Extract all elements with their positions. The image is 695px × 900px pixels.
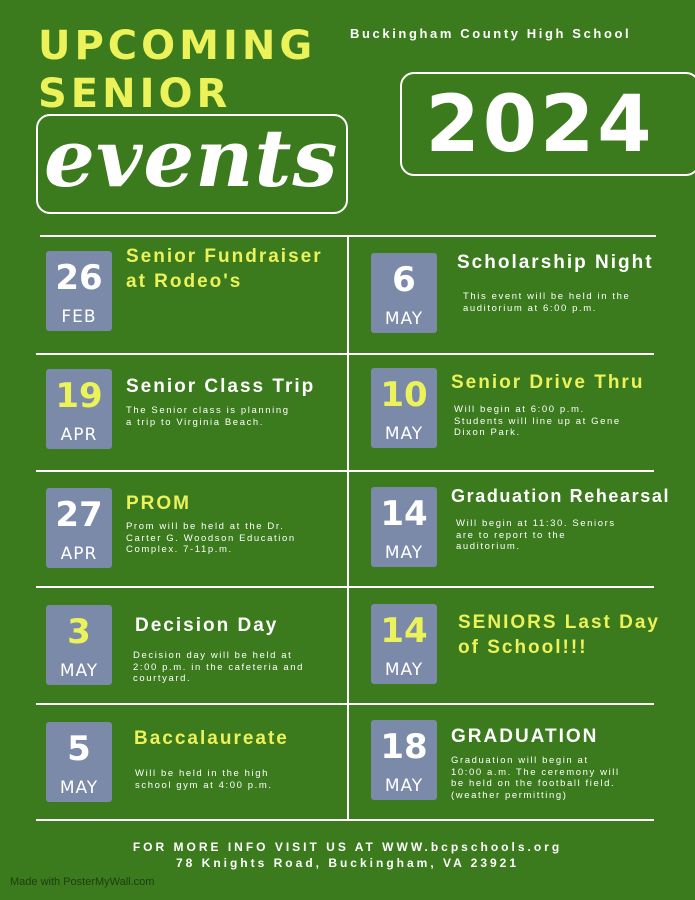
event-month: MAY [384, 543, 424, 563]
event-description-line: Students will line up at Gene [454, 415, 621, 427]
event-description [133, 650, 304, 685]
event-description-line: auditorium. [456, 541, 521, 552]
footer-info: FOR MORE INFO VISIT US AT WWW.bcpschools.org [132, 840, 563, 854]
event-description-line: school gym at 4:00 p.m. [135, 779, 273, 791]
year: 2024 [425, 80, 655, 170]
event-description-line: are to report to the [456, 529, 567, 541]
event-description-line: 2:00 p.m. in the cafeteria and [133, 661, 305, 673]
event-description-line: This event will be held in the [463, 291, 631, 302]
event-date-box [46, 605, 112, 685]
event-description-line: a trip to Virginia Beach. [126, 416, 265, 428]
event-description-line: Prom will be held at the Dr. [126, 521, 285, 532]
event-day: 10 [380, 375, 428, 415]
event-month: MAY [59, 661, 99, 681]
title-events-script: events [44, 111, 339, 205]
event-date-box [371, 604, 437, 684]
event-day: 14 [380, 494, 428, 534]
event-description [456, 518, 616, 553]
event-description-line: Will begin at 6:00 p.m. [454, 404, 585, 415]
event-day: 26 [55, 258, 103, 298]
event-description [126, 405, 290, 428]
event-title: GRADUATION [451, 726, 599, 747]
event-title: Senior Drive Thru [451, 372, 645, 393]
event-description-line: Carter G. Woodson Education [126, 532, 296, 544]
event-month: MAY [384, 309, 424, 329]
event-description [451, 755, 620, 801]
event-day: 14 [380, 611, 428, 651]
event-title: Graduation Rehearsal [451, 486, 671, 506]
event-date-box [371, 253, 437, 333]
event-month: MAY [384, 660, 424, 680]
event-day: 19 [55, 376, 103, 416]
grid-line-2 [36, 470, 654, 472]
event-title [126, 244, 323, 294]
event-description-line: Complex. 7-11p.m. [126, 544, 233, 555]
event-date-box [46, 488, 112, 568]
grid-line-4 [36, 703, 654, 705]
event-month: MAY [384, 776, 424, 796]
event-day: 18 [380, 727, 428, 767]
event-description-line: Will be held in the high [135, 768, 269, 779]
event-description-line: Graduation will begin at [451, 755, 589, 766]
event-description-line: Decision day will be held at [133, 650, 293, 661]
event-description-line: courtyard. [133, 673, 192, 684]
event-day: 27 [55, 495, 103, 535]
grid-line-3 [36, 586, 654, 588]
event-description-line: auditorium at 6:00 p.m. [463, 302, 597, 314]
title-senior: SENIOR [38, 71, 232, 117]
event-title-line: at Rodeo's [126, 271, 243, 292]
event-description-line: Dixon Park. [454, 427, 521, 438]
event-description [463, 291, 630, 314]
grid-line-bottom [36, 819, 654, 821]
event-month: APR [60, 544, 98, 564]
event-date-box [371, 487, 437, 567]
grid-divider-vertical [347, 236, 349, 820]
event-title: Decision Day [135, 615, 279, 636]
event-month: MAY [59, 778, 99, 798]
event-description-line: 10:00 a.m. The ceremony will [451, 766, 620, 778]
event-day: 6 [392, 260, 416, 300]
event-date-box [371, 368, 437, 448]
event-date-box [46, 251, 112, 331]
event-title: PROM [126, 493, 191, 514]
event-description [454, 404, 621, 439]
title-upcoming: UPCOMING [38, 23, 317, 69]
event-title-line: Senior Fundraiser [126, 246, 323, 267]
grid-line-1 [36, 353, 654, 355]
event-description-line: Will begin at 11:30. Seniors [456, 518, 616, 529]
event-month: APR [60, 425, 98, 445]
event-description-line: be held on the football field. [451, 778, 616, 789]
event-description [135, 768, 273, 791]
event-date-box [46, 722, 112, 802]
event-description [126, 521, 296, 556]
event-description-line: (weather permitting) [451, 789, 568, 801]
watermark: Made with PosterMyWall.com [10, 876, 155, 888]
footer-address: 78 Knights Road, Buckingham, VA 23921 [175, 856, 520, 870]
event-title-line: of School!!! [458, 637, 588, 658]
event-title [458, 610, 660, 660]
event-title: Scholarship Night [457, 252, 654, 273]
event-title: Baccalaureate [134, 728, 289, 749]
event-day: 3 [67, 612, 91, 652]
event-date-box [371, 720, 437, 800]
event-title: Senior Class Trip [126, 376, 316, 397]
event-month: MAY [384, 424, 424, 444]
school-name: Buckingham County High School [350, 26, 632, 41]
event-description-line: The Senior class is planning [126, 405, 290, 416]
event-title-line: SENIORS Last Day [458, 612, 660, 633]
event-day: 5 [67, 729, 91, 769]
event-month: FEB [61, 307, 97, 327]
event-date-box [46, 369, 112, 449]
